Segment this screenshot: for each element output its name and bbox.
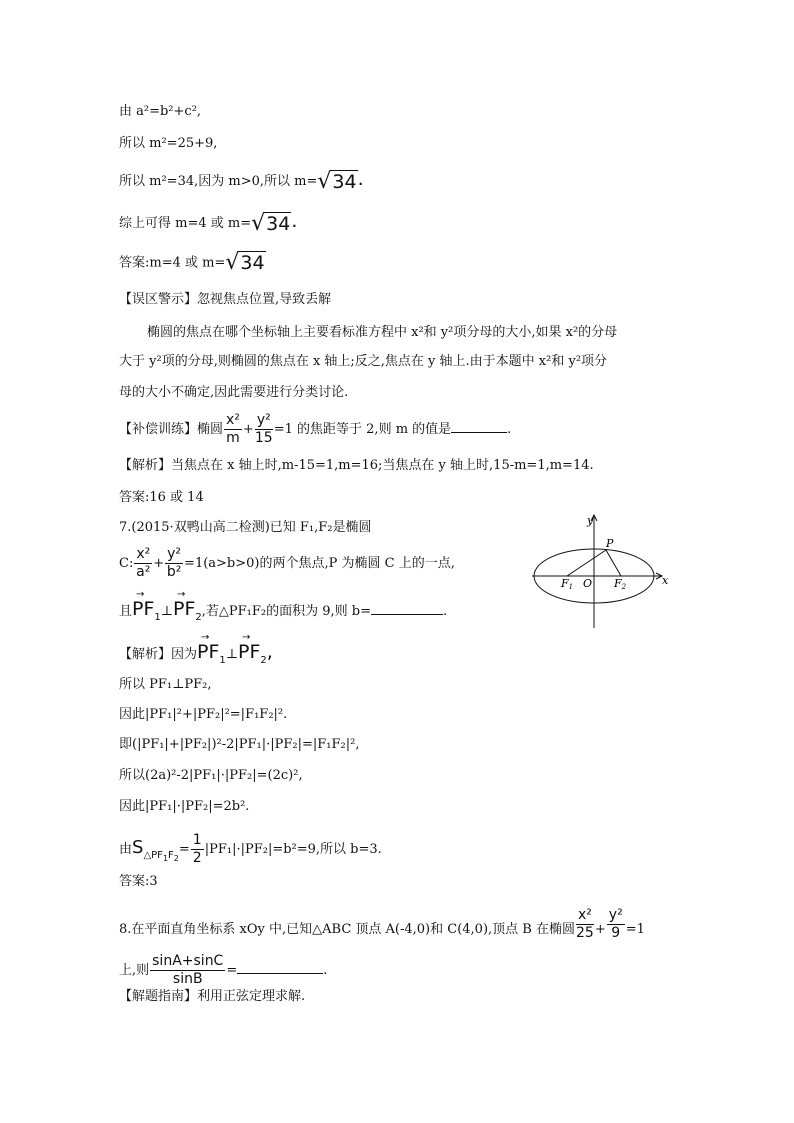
fraction-denominator: 9: [611, 925, 621, 941]
fraction-numerator: x²: [136, 546, 151, 562]
fraction: [224, 412, 242, 447]
line-text: 综上可得 m=4 或 m=: [119, 216, 252, 231]
line-text: =1 的焦距等于 2,则 m 的值是: [273, 422, 452, 437]
fraction-denominator: 2: [192, 850, 202, 866]
fraction-numerator: sinA+sinC: [152, 953, 224, 969]
fraction-denominator: 15: [254, 430, 273, 446]
fraction: [607, 907, 625, 942]
line-text: ,若△PF₁F₂的面积为 9,则 b=: [201, 604, 372, 619]
exercise-line: 【补偿训练】椭圆 $\frac{\text{x²}}{m}$ + $\frac{\text{y²}}{15}$ =1 的焦距等于 2,则 m 的值是 .: [119, 412, 512, 446]
paragraph-line-2: 大于 y²项的分母,则椭圆的焦点在 x 轴上;反之,焦点在 y 轴上.由于本题中 x²和 y²项分: [119, 354, 608, 369]
line-text: 【补偿训练】椭圆: [119, 422, 224, 437]
section-heading-misconception: 【误区警示】忽视焦点位置,导致丢解: [119, 292, 332, 307]
fraction-numerator: x²: [577, 907, 592, 923]
point-p-label: P: [606, 537, 614, 550]
solution-line-2: 【解析】因为→ $PF_1\perp\to PF_2$,: [119, 643, 273, 670]
line-text: 答案:m=4 或 m=: [119, 255, 226, 271]
paragraph-line-3: 母的大小不确定,因此需要进行分类讨论.: [119, 385, 349, 400]
solution-line-7: 因此|PF₁|·|PF₂|=2b².: [119, 799, 250, 814]
segment-pf2: [606, 550, 621, 576]
solution-line-5: 即(|PF₁|+|PF₂|)²-2|PF₁|·|PF₂|=|F₁F₂|²,: [119, 737, 360, 752]
answer-blank: [237, 973, 323, 974]
solution-line-6: 所以(2a)²-2|PF₁|·|PF₂|=(2c)²,: [119, 768, 303, 783]
fraction-numerator: y²: [167, 546, 182, 562]
sqrt-expression: √34: [225, 250, 265, 275]
line-text: =1(a>b>0)的两个焦点,P 为椭圆 C 上的一点,: [184, 556, 455, 571]
problem-7-line-2: C: $\frac{\text{x²}}{\text{a²}}$ + $\frac{\text{y²}}{\text{b²}}$ =1(a>b>0)的两个焦点,P 为椭圆 C 上的一点,: [119, 546, 455, 580]
problem-8-line-2: 上,则 $\frac{\sin A+\sin C}{\sin B}$ = .: [119, 953, 328, 987]
hint-line: 【解题指南】利用正弦定理求解.: [119, 989, 306, 1004]
y-axis-label: y: [587, 514, 594, 527]
solution-line-4: 因此|PF₁|²+|PF₂|²=|F₁F₂|².: [119, 707, 288, 722]
fraction-numerator: y²: [608, 907, 623, 923]
line-text: 8.在平面直角坐标系 xOy 中,已知△ABC 顶点 A(-4,0)和 C(4,0),顶点 B 在椭圆: [119, 922, 575, 937]
line-text: 由: [119, 842, 133, 857]
fraction: [576, 907, 594, 942]
focus-f2-label: F2: [614, 577, 627, 591]
sqrt-expression: √34: [317, 168, 357, 194]
solution-line-3: 所以 PF₁⊥PF₂,: [119, 677, 212, 692]
fraction: [150, 953, 225, 988]
solution-line-1: 【解析】当焦点在 x 轴上时,m-15=1,m=16;当焦点在 y 轴上时,15-m=1,m=14.: [119, 458, 594, 473]
answer-line-1: [119, 250, 266, 275]
problem-8-line-1: 8.在平面直角坐标系 xOy 中,已知△ABC 顶点 A(-4,0)和 C(4,0),顶点 B 在椭圆 $\frac{\text{x²}}{25}$ + $\frac{\text{y²}}{9}$ =1: [119, 907, 645, 941]
fraction-denominator: sinB: [172, 971, 203, 987]
problem-7-line-1: 7.(2015·双鸭山高二检测)已知 F₁,F₂是椭圆: [119, 520, 372, 535]
vector-pf2: → $PF_2$: [238, 643, 267, 670]
sqrt-radicand: 34: [332, 170, 357, 193]
text-line-4: 综上可得 m=4 或 m=√34.: [119, 210, 298, 236]
answer-blank: [451, 432, 507, 433]
area-symbol: $S_{\triangle PF_1F_2}$: [132, 837, 179, 863]
fraction: [134, 546, 152, 581]
fraction-numerator: 1: [192, 832, 202, 848]
paragraph-line-1: 椭圆的焦点在哪个坐标轴上主要看标准方程中 x²和 y²项分母的大小,如果 x²的分母: [147, 325, 618, 340]
line-text: 上,则: [119, 963, 150, 978]
fraction-denominator: a²: [136, 564, 151, 580]
vector-pf2: → $PF_2$: [173, 600, 202, 627]
text-line-2: 所以 m²=25+9,: [119, 136, 218, 151]
ellipse-figure: [532, 512, 672, 632]
line-text: 【解析】因为: [119, 647, 198, 662]
perp-symbol: ⊥: [160, 604, 174, 619]
vector-pf1: → $PF_1$: [132, 600, 161, 627]
text-line-1: 由 a²=b²+c²,: [119, 104, 202, 119]
focus-f1-label: F1: [561, 577, 574, 591]
sqrt-radicand: 34: [266, 212, 291, 235]
fraction-denominator: m: [226, 430, 240, 446]
fraction: [191, 832, 204, 867]
fraction-numerator: x²: [226, 412, 240, 428]
sqrt-expression: √34: [251, 210, 291, 236]
answer-blank: [371, 614, 443, 615]
segment-pf1: [567, 550, 606, 576]
sqrt-radicand: 34: [240, 252, 265, 274]
origin-label: O: [583, 577, 593, 590]
answer-line-2: 答案:16 或 14: [119, 490, 204, 505]
solution-line-8: 由$S_{\triangle PF_1F_2}=$ $\frac{1}{2}$ |PF₁|·|PF₂|=b²=9,所以 b=3.: [119, 832, 382, 866]
fraction-numerator: y²: [256, 412, 271, 428]
answer-line-3: 答案:3: [119, 874, 158, 889]
line-text: =: [226, 963, 238, 978]
fraction-denominator: 25: [576, 925, 594, 941]
fraction: [165, 546, 183, 581]
line-text: 所以 m²=34,因为 m>0,所以 m=: [119, 174, 318, 189]
line-text: |PF₁|·|PF₂|=b²=9,所以 b=3.: [204, 842, 382, 857]
line-text: =1: [625, 922, 645, 937]
line-text: C:: [119, 556, 134, 571]
perp-symbol: ⊥: [225, 647, 239, 662]
problem-7-line-3: 且→ $PF_1\perp\to PF_2$,若△PF₁F₂的面积为 9,则 b= .: [119, 600, 447, 627]
vector-pf1: → $PF_1$: [197, 643, 226, 670]
x-axis-label: x: [662, 574, 669, 587]
line-text: 且: [119, 604, 133, 619]
fraction-denominator: b²: [166, 564, 182, 580]
fraction: [255, 412, 273, 447]
text-line-3: 所以 m²=34,因为 m>0,所以 m=√34.: [119, 168, 364, 194]
